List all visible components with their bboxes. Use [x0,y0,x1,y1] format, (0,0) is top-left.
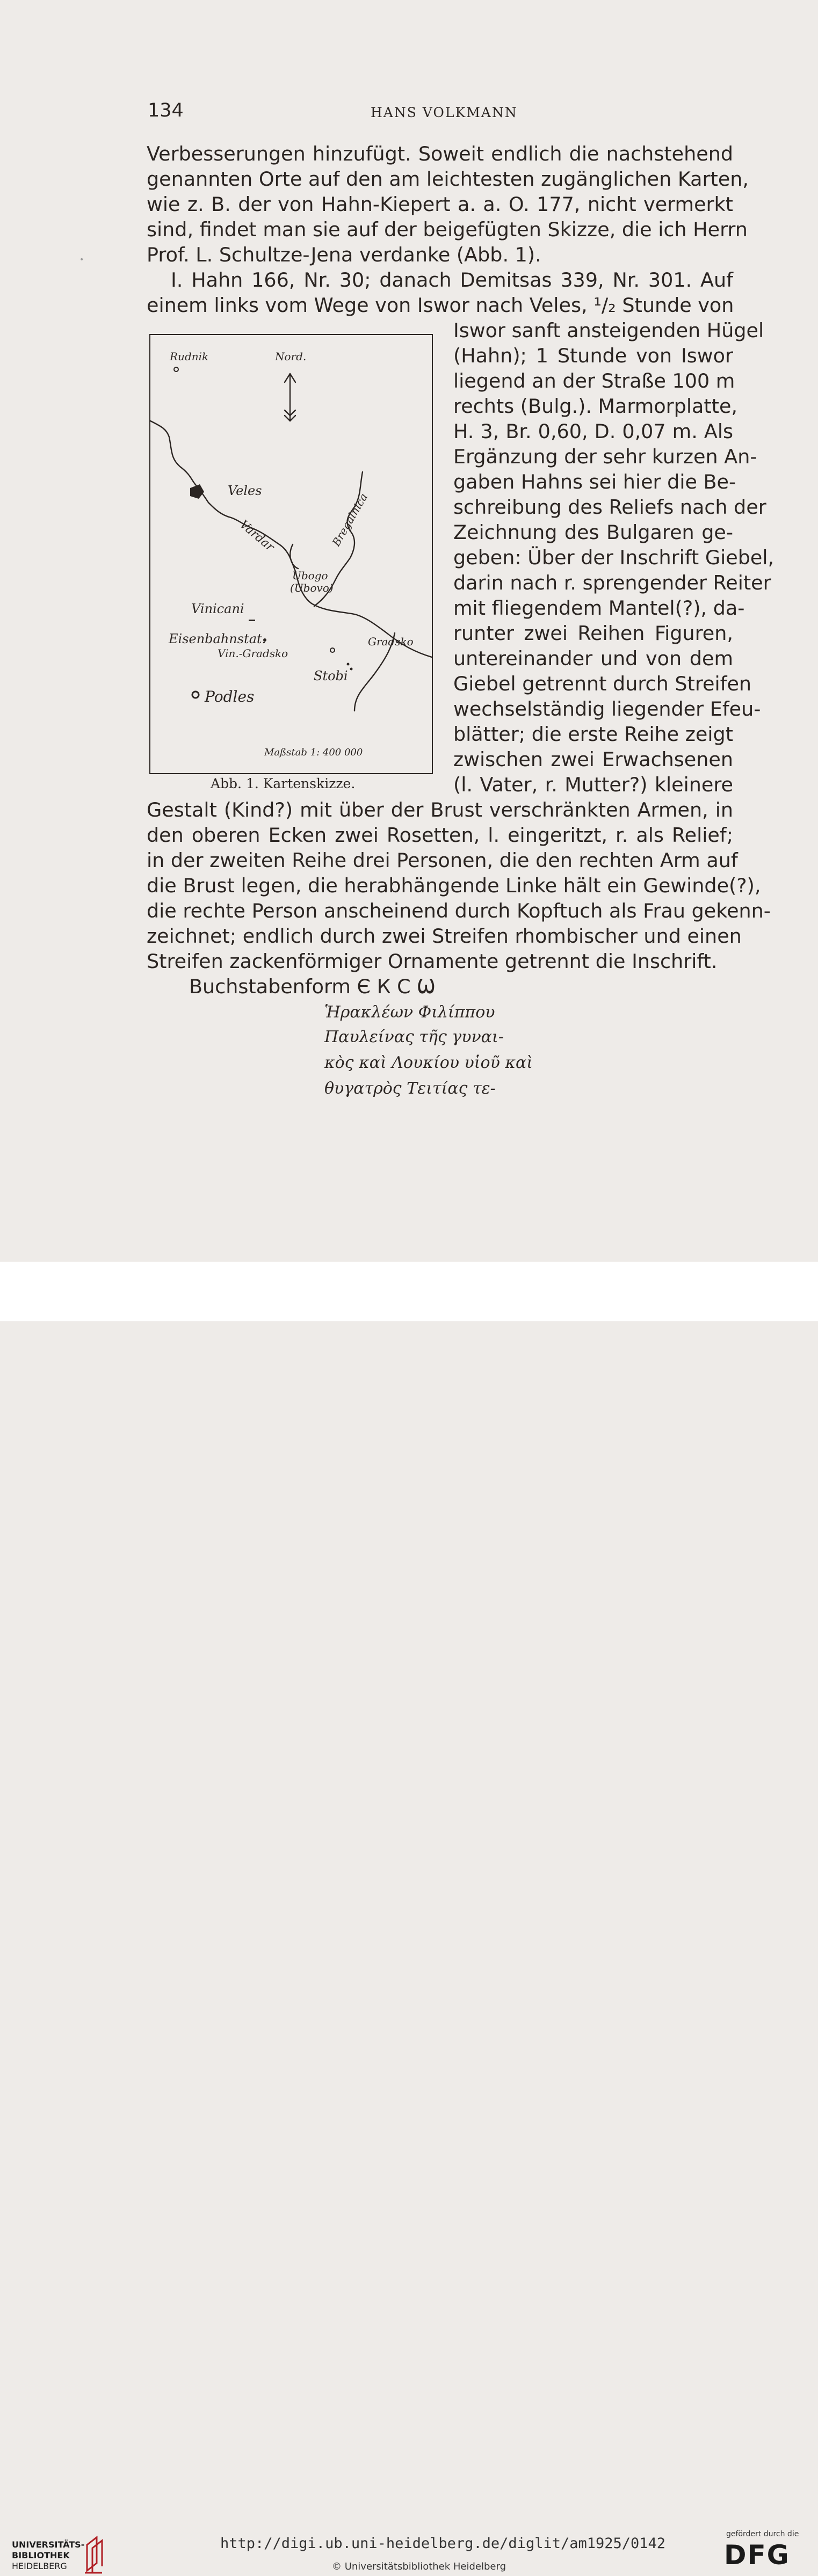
map-label-gradsko: Gradsko [368,635,414,648]
text-line: Prof. L. Schultze-Jena verdanke (Abb. 1). [147,243,541,266]
river-tributary [290,544,298,569]
text-line: Gestalt (Kind?) mit über der Brust verschränkten Armen, in [147,798,733,821]
rudnik-dot [174,367,178,372]
map-label-eisenbahn: Eisenbahnstat. [169,631,266,646]
river-vardar [150,421,432,657]
inscription-line: Παυλείνας τῆς γυναι- [324,1028,504,1046]
inscription-line: θυγατρὸς Τειτίας τε- [324,1079,496,1098]
text-line: geben: Über der Inschrift Giebel, [453,546,774,569]
text-line: Ergänzung der sehr kurzen An- [453,445,757,468]
stobi-dot [347,663,350,666]
text-line: wechselständig liegender Efeu- [453,697,761,721]
text-line: Zeichnung des Bulgaren ge- [453,521,733,544]
text-line: darin nach r. sprengender Reiter [453,571,771,594]
map-label-ubogo: Ubogo [292,569,328,582]
map-label-vinicani: Vinicani [191,601,244,616]
text-line: den oberen Ecken zwei Rosetten, l. eingeritzt, r. als Relief; [147,824,733,847]
map-label-stobi: Stobi [314,668,348,683]
library-name-line2: BIBLIOTHEK [12,2550,70,2560]
stobi-dot [350,668,353,671]
text-line: wie z. B. der von Hahn-Kiepert a. a. O. 177, nicht vermerkt [147,193,733,216]
book-page [0,0,818,1262]
veles-town-marker [190,484,204,499]
text-line: liegend an der Straße 100 m [453,369,735,392]
figure-caption: Abb. 1. Kartenskizze. [211,776,356,791]
text-line: (l. Vater, r. Mutter?) kleinere [453,773,733,796]
text-line: gaben Hahns sei hier die Be- [453,470,736,493]
text-line: sind, findet man sie auf der beigefügten Skizze, die ich Herrn [147,218,748,241]
text-line: schreibung des Reliefs nach der [453,496,766,519]
map-label-veles: Veles [228,483,262,498]
library-name-line1: UNIVERSITÄTS- [12,2539,85,2550]
text-line: Iswor sanft ansteigenden Hügel [453,319,764,342]
map-drawing [150,335,432,773]
permalink-url[interactable]: http://digi.ub.uni-heidelberg.de/diglit/am1925/0142 [220,2535,666,2552]
text-line: in der zweiten Reihe drei Personen, die den rechten Arm auf [147,849,738,872]
text-line: Giebel getrennt durch Streifen [453,672,752,695]
text-line: zwischen zwei Erwachsenen [453,748,733,771]
podles-dot [192,692,199,698]
letterforms-line: Buchstabenform Є К С Ѡ [189,975,436,998]
dfg-logo: DFG [724,2539,790,2571]
map-label-rudnik: Rudnik [170,350,209,363]
text-line: mit fliegendem Mantel(?), da- [453,596,745,620]
footer-bar [0,1262,818,2572]
text-line: einem links vom Wege von Iswor nach Veles, ¹/₂ Stunde von [147,294,734,317]
text-line: Streifen zackenförmiger Ornamente getrennt die Inschrift. [147,950,718,973]
inscription-line: Ἡρακλέων Φιλίππου [324,1003,495,1022]
map-label-bregalnica: Bregalnica [329,491,371,549]
page-number: 134 [148,100,184,121]
library-name-line3: HEIDELBERG [12,2561,67,2571]
text-line: (Hahn); 1 Stunde von Iswor [453,344,733,367]
map-label-nord: Nord. [275,350,307,363]
text-line: die Brust legen, die herabhängende Linke hält ein Gewinde(?), [147,874,761,897]
margin-mark: • [79,256,84,264]
text-line: genannten Orte auf den am leichtesten zugänglichen Karten, [147,168,749,191]
text-line: Verbesserungen hinzufügt. Soweit endlich die nachstehend [147,142,733,165]
map-scale: Maßstab 1: 400 000 [264,747,363,758]
text-line: die rechte Person anscheinend durch Kopftuch als Frau gekenn- [147,899,771,922]
gradsko-dot [330,648,335,652]
text-line: untereinander und von dem [453,647,733,670]
text-line: I. Hahn 166, Nr. 30; danach Demitsas 339, Nr. 301. Auf [171,268,733,292]
text-line: rechts (Bulg.). Marmorplatte, [453,395,738,418]
vinicani-marker [249,620,255,621]
map-label-ubovo: (Ubovo) [290,581,334,594]
running-title: HANS VOLKMANN [371,105,518,120]
dfg-funding-note: gefördert durch die [726,2530,799,2538]
map-label-vingradsko: Vin.-Gradsko [218,647,288,660]
library-logo-icon [81,2533,113,2576]
map-label-podles: Podles [205,688,255,705]
inscription-line: κὸς καὶ Λουκίου υἱοῦ καὶ [324,1053,533,1072]
text-line: zeichnet; endlich durch zwei Streifen rhombischer und einen [147,925,742,948]
map-sketch [149,334,433,774]
copyright-notice: © Universitätsbibliothek Heidelberg [332,2561,506,2572]
text-line: runter zwei Reihen Figuren, [453,622,733,645]
text-line: blätter; die erste Reihe zeigt [453,723,733,746]
map-label-vardar: Vardar [237,518,277,554]
text-line: H. 3, Br. 0,60, D. 0,07 m. Als [453,420,733,443]
